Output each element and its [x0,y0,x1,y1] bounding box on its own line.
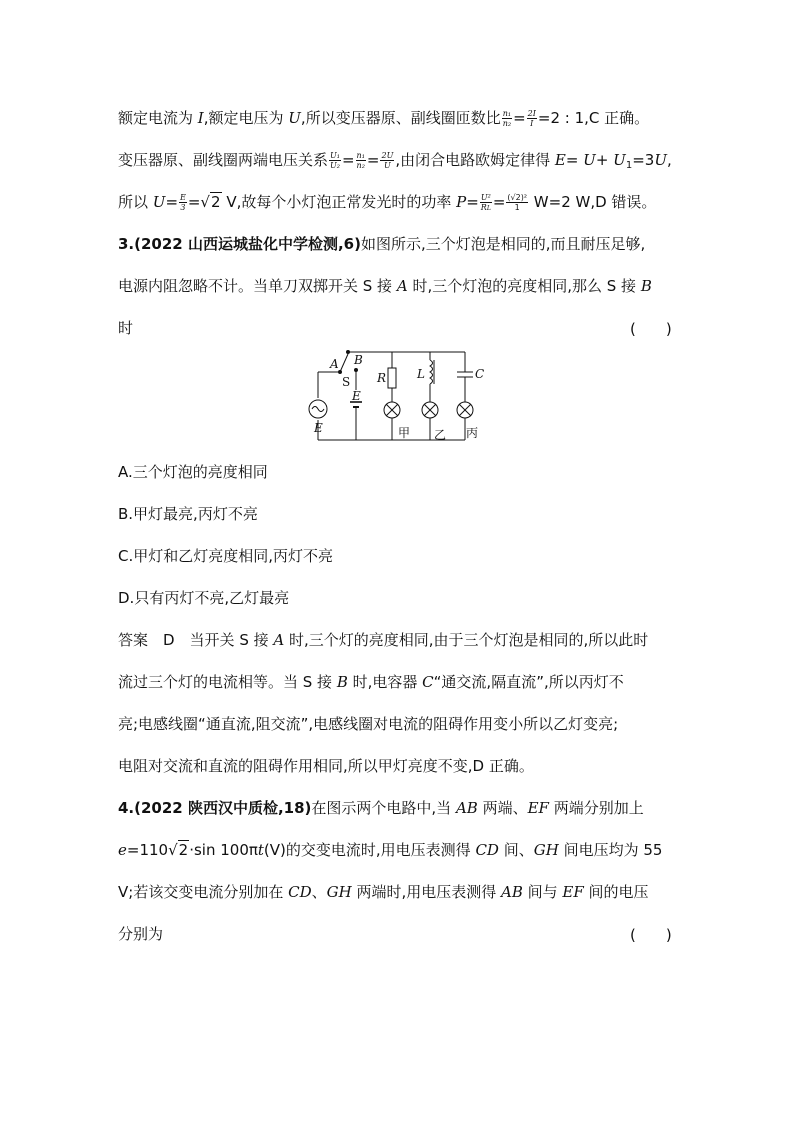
label-A: A [330,357,339,371]
switch-blade [340,354,348,372]
var-B: B [640,277,652,295]
fraction-u1-u2 [329,151,341,170]
numerator: n₁ [356,151,365,160]
q4-line-2 [118,840,678,860]
text: ,额定电压为 [203,109,289,127]
label-S: S [342,375,351,389]
denominator: 1 [514,203,520,212]
var-U1: U [613,151,626,169]
var-EF: EF [527,799,549,817]
numerator: n₁ [502,109,512,118]
text: 时,电容器 [347,673,423,691]
text: V,故每个小灯泡正常发光时的功率 [221,193,457,211]
var-E: E [554,151,566,169]
label-lamp-bing: 丙 [466,426,479,440]
text: 两端、 [477,799,528,817]
numerator: 2U [381,151,394,160]
var-U: U [583,151,596,169]
label-L: L [417,367,425,381]
text: 所以 [118,193,153,211]
var-GH: GH [326,883,352,901]
label-B: B [354,353,363,367]
answer-line-4: 电阻对交流和直流的阻碍作用相同,所以甲灯亮度不变,D 正确。 [118,757,534,775]
text: = [492,193,506,211]
var-CD: CD [288,883,312,901]
text: = [565,151,584,169]
text: 、 [311,883,327,901]
text: =2 : 1,C 正确。 [537,109,650,127]
text: 流过三个灯的电流相等。当 S 接 [118,673,337,691]
var-CD: CD [475,841,499,859]
text: + [595,151,614,169]
var-EF: EF [562,883,584,901]
solution-line-2 [118,150,678,176]
switch-pivot [347,351,350,354]
answer-line-1 [118,630,678,650]
text: 时,三个灯的亮度相同,由于三个灯泡是相同的,所以此时 [284,631,649,649]
text: 电源内阻忽略不计。当单刀双掷开关 S 接 [118,277,397,295]
text: 间与 [522,883,563,901]
label-R: R [377,371,387,385]
resistor-R [388,368,396,388]
fraction-U2-RL [480,193,492,213]
text: R [480,202,487,212]
label-E-ac: E [314,421,323,435]
text: = [165,193,179,211]
q3-line-3 [118,318,678,338]
text: ,所以变压器原、副线圈匝数比 [300,109,501,127]
text: =√ [187,193,210,211]
var-e: e [118,841,127,859]
label-lamp-yi: 乙 [434,428,447,442]
q4-line-1 [118,798,678,818]
text: V;若该交变电流分别加在 [118,883,289,901]
var-B: B [336,673,348,691]
answer-line-2 [118,672,678,692]
question-number: 3.(2022 山西运城盐化中学检测,6) [118,235,361,253]
text: W=2 W,D 错误。 [529,193,657,211]
text: , [666,151,672,169]
text: 时,三个灯泡的亮度相同,那么 S 接 [407,277,641,295]
option-A: A.三个灯泡的亮度相同 [118,463,268,481]
text: “通交流,隔直流”,所以丙灯不 [433,673,624,691]
denominator [480,203,492,213]
fraction-sqrt2sq-1 [506,193,528,212]
text: 间的电压 [583,883,649,901]
denominator: U [384,161,391,170]
denominator: n₂ [356,161,365,170]
text: = [466,193,479,211]
text: = [366,151,380,169]
denominator: n₂ [502,119,512,128]
text: ,由闭合电路欧姆定律得 [395,151,555,169]
numerator: (√2)² [507,193,528,202]
var-U: U [654,151,667,169]
q3-line-1 [118,234,678,254]
ac-wave [312,407,324,412]
var-GH: GH [533,841,559,859]
var-A: A [396,277,408,295]
switch-contact-A [339,371,342,374]
solution-line-1 [118,108,678,128]
text: 间电压均为 55 [558,841,663,859]
solution-line-3 [118,192,678,213]
text: (V)的交变电流时,用电压表测得 [263,841,476,859]
sqrt-arg: 2 [211,193,221,211]
text: 答案 D 当开关 S 接 [118,631,274,649]
var-C: C [422,673,434,691]
question-number: 4.(2022 陕西汉中质检,18) [118,799,312,817]
var-t: t [257,841,264,859]
label-C: C [475,367,485,381]
var-I: I [197,109,204,127]
numerator: U₁ [330,151,340,160]
var-U: U [152,193,166,211]
var-P: P [456,193,467,211]
var-AB: AB [501,883,523,901]
text: 两端时,用电压表测得 [351,883,502,901]
circuit-diagram [300,340,500,445]
text: 间、 [498,841,534,859]
text: 如图所示,三个灯泡是相同的,而且耐压足够, [360,235,646,253]
subscript: 1 [625,160,633,171]
fraction-n1-n2 [356,151,366,170]
denominator: 3 [180,203,186,212]
text: 两端分别加上 [548,799,644,817]
text: = [513,109,526,127]
var-AB: AB [455,799,478,817]
text: 变压器原、副线圈两端电压关系 [118,151,329,169]
text: =110√ [126,841,178,859]
text: = [341,151,355,169]
text: =3 [632,151,655,169]
numerator: E [180,193,186,202]
fraction-E-3 [179,193,187,212]
text: 额定电流为 [118,109,198,127]
answer-bracket: ( ) [630,320,672,338]
label-E-dc: E [352,389,361,403]
text: 在图示两个电路中,当 [311,799,456,817]
text: 时 [118,319,134,337]
fraction-2U-U [380,151,394,170]
fraction-2I-I [527,109,537,128]
answer-line-3: 亮;电感线圈“通直流,阻交流”,电感线圈对电流的阻碍作用变小所以乙灯变亮; [118,715,619,733]
var-U: U [288,109,301,127]
option-B: B.甲灯最亮,丙灯不亮 [118,505,258,523]
numerator: U² [480,192,491,202]
q4-line-3 [118,882,678,902]
q3-line-2 [118,276,678,296]
numerator: 2I [527,109,536,118]
subscript: L [486,204,491,212]
sqrt-arg: 2 [178,841,189,859]
text: ·sin 100π [189,841,258,859]
option-D: D.只有丙灯不亮,乙灯最亮 [118,589,290,607]
denominator: U₂ [330,161,340,170]
label-lamp-jia: 甲 [398,426,411,440]
var-A: A [273,631,285,649]
answer-bracket: ( ) [630,926,672,944]
denominator: I [530,119,534,128]
fraction-n1-n2 [502,109,512,128]
option-C: C.甲灯和乙灯亮度相同,丙灯不亮 [118,547,334,565]
inductor-L [430,360,433,384]
q4-line-4: 分别为 [118,925,164,943]
